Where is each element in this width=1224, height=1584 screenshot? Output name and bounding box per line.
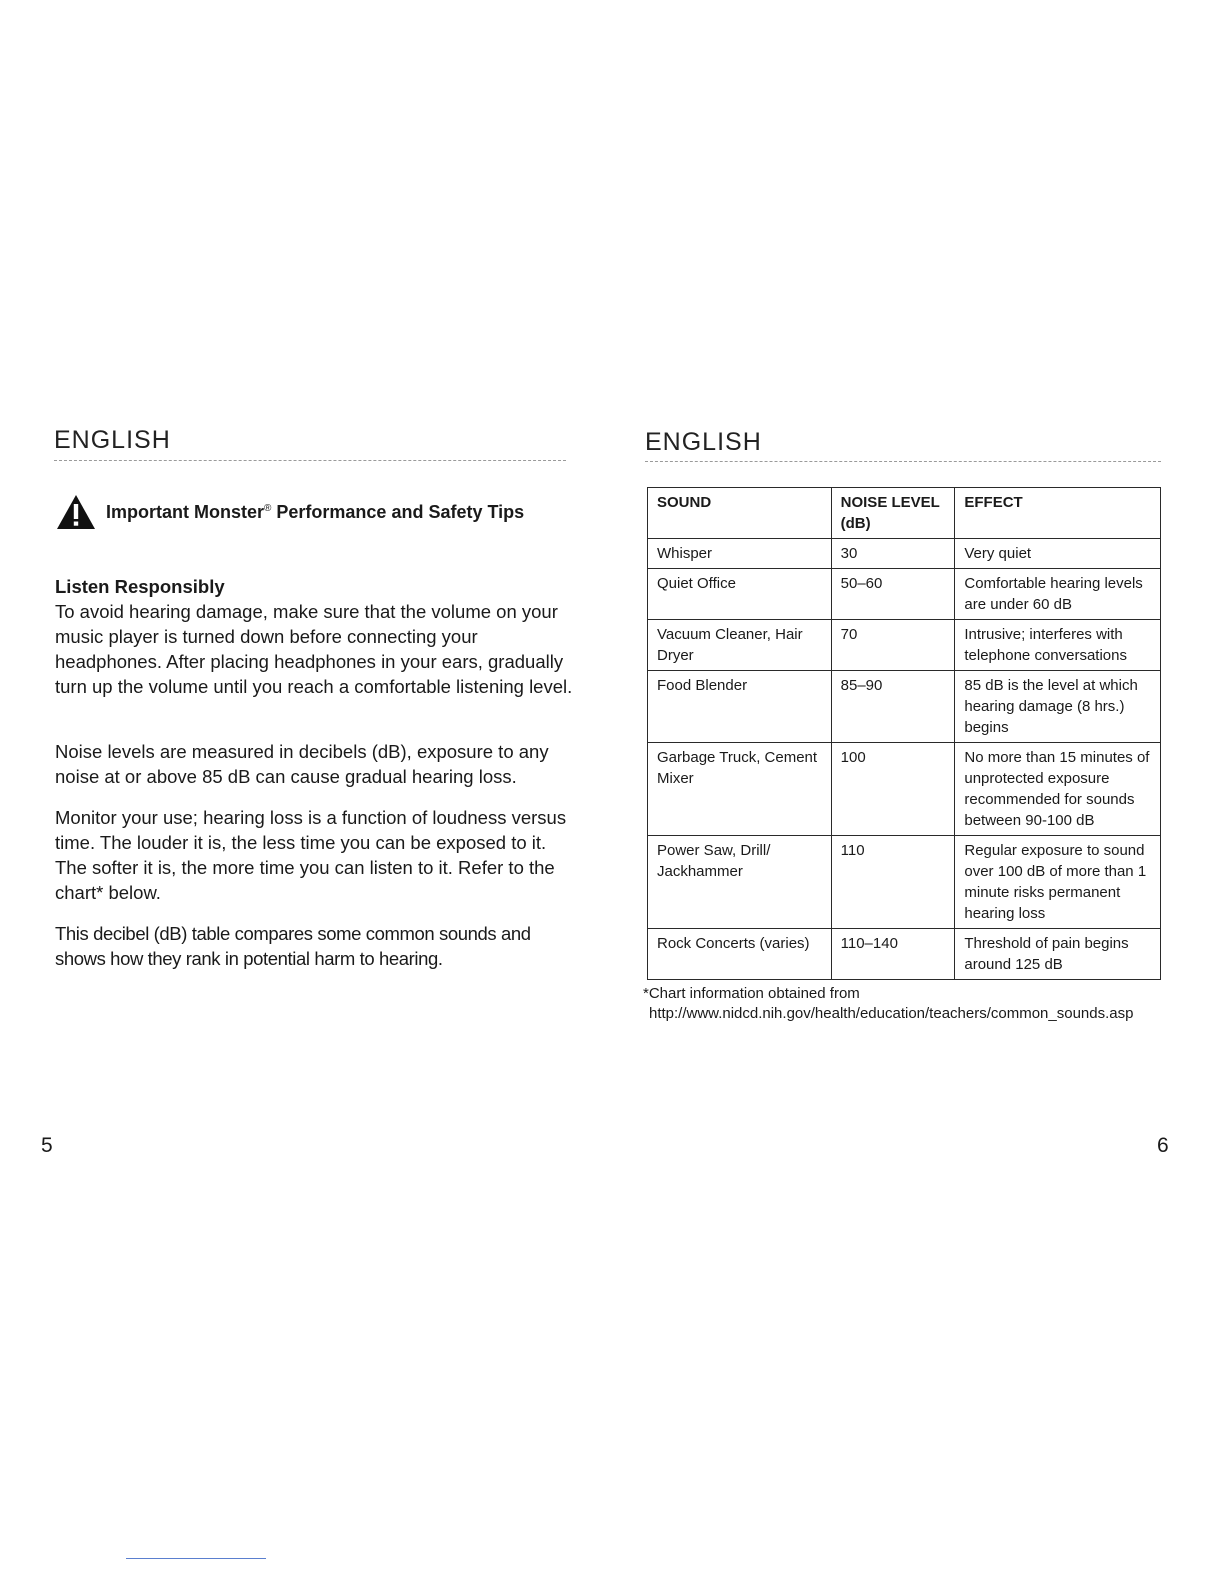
cell-effect: Threshold of pain begins around 125 dB — [955, 929, 1161, 980]
safety-tips-heading — [56, 494, 524, 530]
footnote-url: http://www.nidcd.nih.gov/health/education/teachers/common_sounds.asp — [649, 1005, 1134, 1022]
cell-effect: Very quiet — [955, 539, 1161, 569]
table-header-row — [648, 488, 1161, 539]
chart-footnote — [643, 984, 1133, 1024]
cell-effect: 85 dB is the level at which hearing damage (8 hrs.) begins — [955, 671, 1161, 743]
cell-sound: Food Blender — [648, 671, 832, 743]
paragraph: Monitor your use; hearing loss is a function of loudness versus time. The louder it is, the less time you can be exposed to it. The softer it is, the more time you can listen to it. Refer to the chart* below. — [55, 807, 567, 903]
footnote-text: *Chart information obtained from — [643, 985, 860, 1002]
cell-effect: Intrusive; interferes with telephone conversations — [955, 620, 1161, 671]
header-effect: EFFECT — [955, 488, 1161, 539]
cell-sound: Garbage Truck, Cement Mixer — [648, 743, 832, 836]
cell-noise-level: 85–90 — [831, 671, 955, 743]
safety-tips-title: Important Monster® Performance and Safety Tips — [106, 501, 525, 522]
cell-sound: Rock Concerts (varies) — [648, 929, 832, 980]
table-row — [648, 743, 1161, 836]
paragraph: This decibel (dB) table compares some common sounds and shows how they rank in potential harm to hearing. — [55, 923, 531, 969]
cell-sound: Quiet Office — [648, 569, 832, 620]
header-noise-level: NOISE LEVEL (dB) — [831, 488, 955, 539]
cell-noise-level: 70 — [831, 620, 955, 671]
cell-effect: No more than 15 minutes of unprotected exposure recommended for sounds between 90-100 dB — [955, 743, 1161, 836]
cell-noise-level: 110 — [831, 836, 955, 929]
paragraph: Noise levels are measured in decibels (dB), exposure to any noise at or above 85 dB can cause gradual hearing loss. — [55, 741, 549, 787]
cell-effect: Regular exposure to sound over 100 dB of more than 1 minute risks permanent hearing loss — [955, 836, 1161, 929]
cell-sound: Power Saw, Drill/ Jackhammer — [648, 836, 832, 929]
table-row — [648, 671, 1161, 743]
table-row — [648, 569, 1161, 620]
language-header: ENGLISH — [645, 428, 762, 456]
section-heading: Listen Responsibly — [55, 576, 225, 597]
page-number: 5 — [41, 1134, 53, 1157]
table-row — [648, 539, 1161, 569]
header-rule — [645, 461, 1161, 462]
cell-noise-level: 50–60 — [831, 569, 955, 620]
right-page — [612, 0, 1224, 1584]
decibel-table — [647, 487, 1161, 980]
cell-noise-level: 100 — [831, 743, 955, 836]
listen-responsibly-section — [55, 574, 575, 699]
warning-triangle-icon — [56, 494, 96, 530]
language-header: ENGLISH — [54, 426, 171, 454]
header-sound: SOUND — [648, 488, 832, 539]
table-row — [648, 929, 1161, 980]
header-rule — [54, 460, 566, 461]
cell-noise-level: 30 — [831, 539, 955, 569]
cell-sound: Whisper — [648, 539, 832, 569]
cell-effect: Comfortable hearing levels are under 60 dB — [955, 569, 1161, 620]
blue-underline — [126, 1558, 266, 1559]
table-row — [648, 620, 1161, 671]
paragraph: To avoid hearing damage, make sure that the volume on your music player is turned down before connecting your headphones. After placing headphones in your ears, gradually turn up the volume until you reach a comfortable listening level. — [55, 601, 573, 697]
cell-noise-level: 110–140 — [831, 929, 955, 980]
cell-sound: Vacuum Cleaner, Hair Dryer — [648, 620, 832, 671]
page-number: 6 — [1157, 1134, 1169, 1157]
table-row — [648, 836, 1161, 929]
